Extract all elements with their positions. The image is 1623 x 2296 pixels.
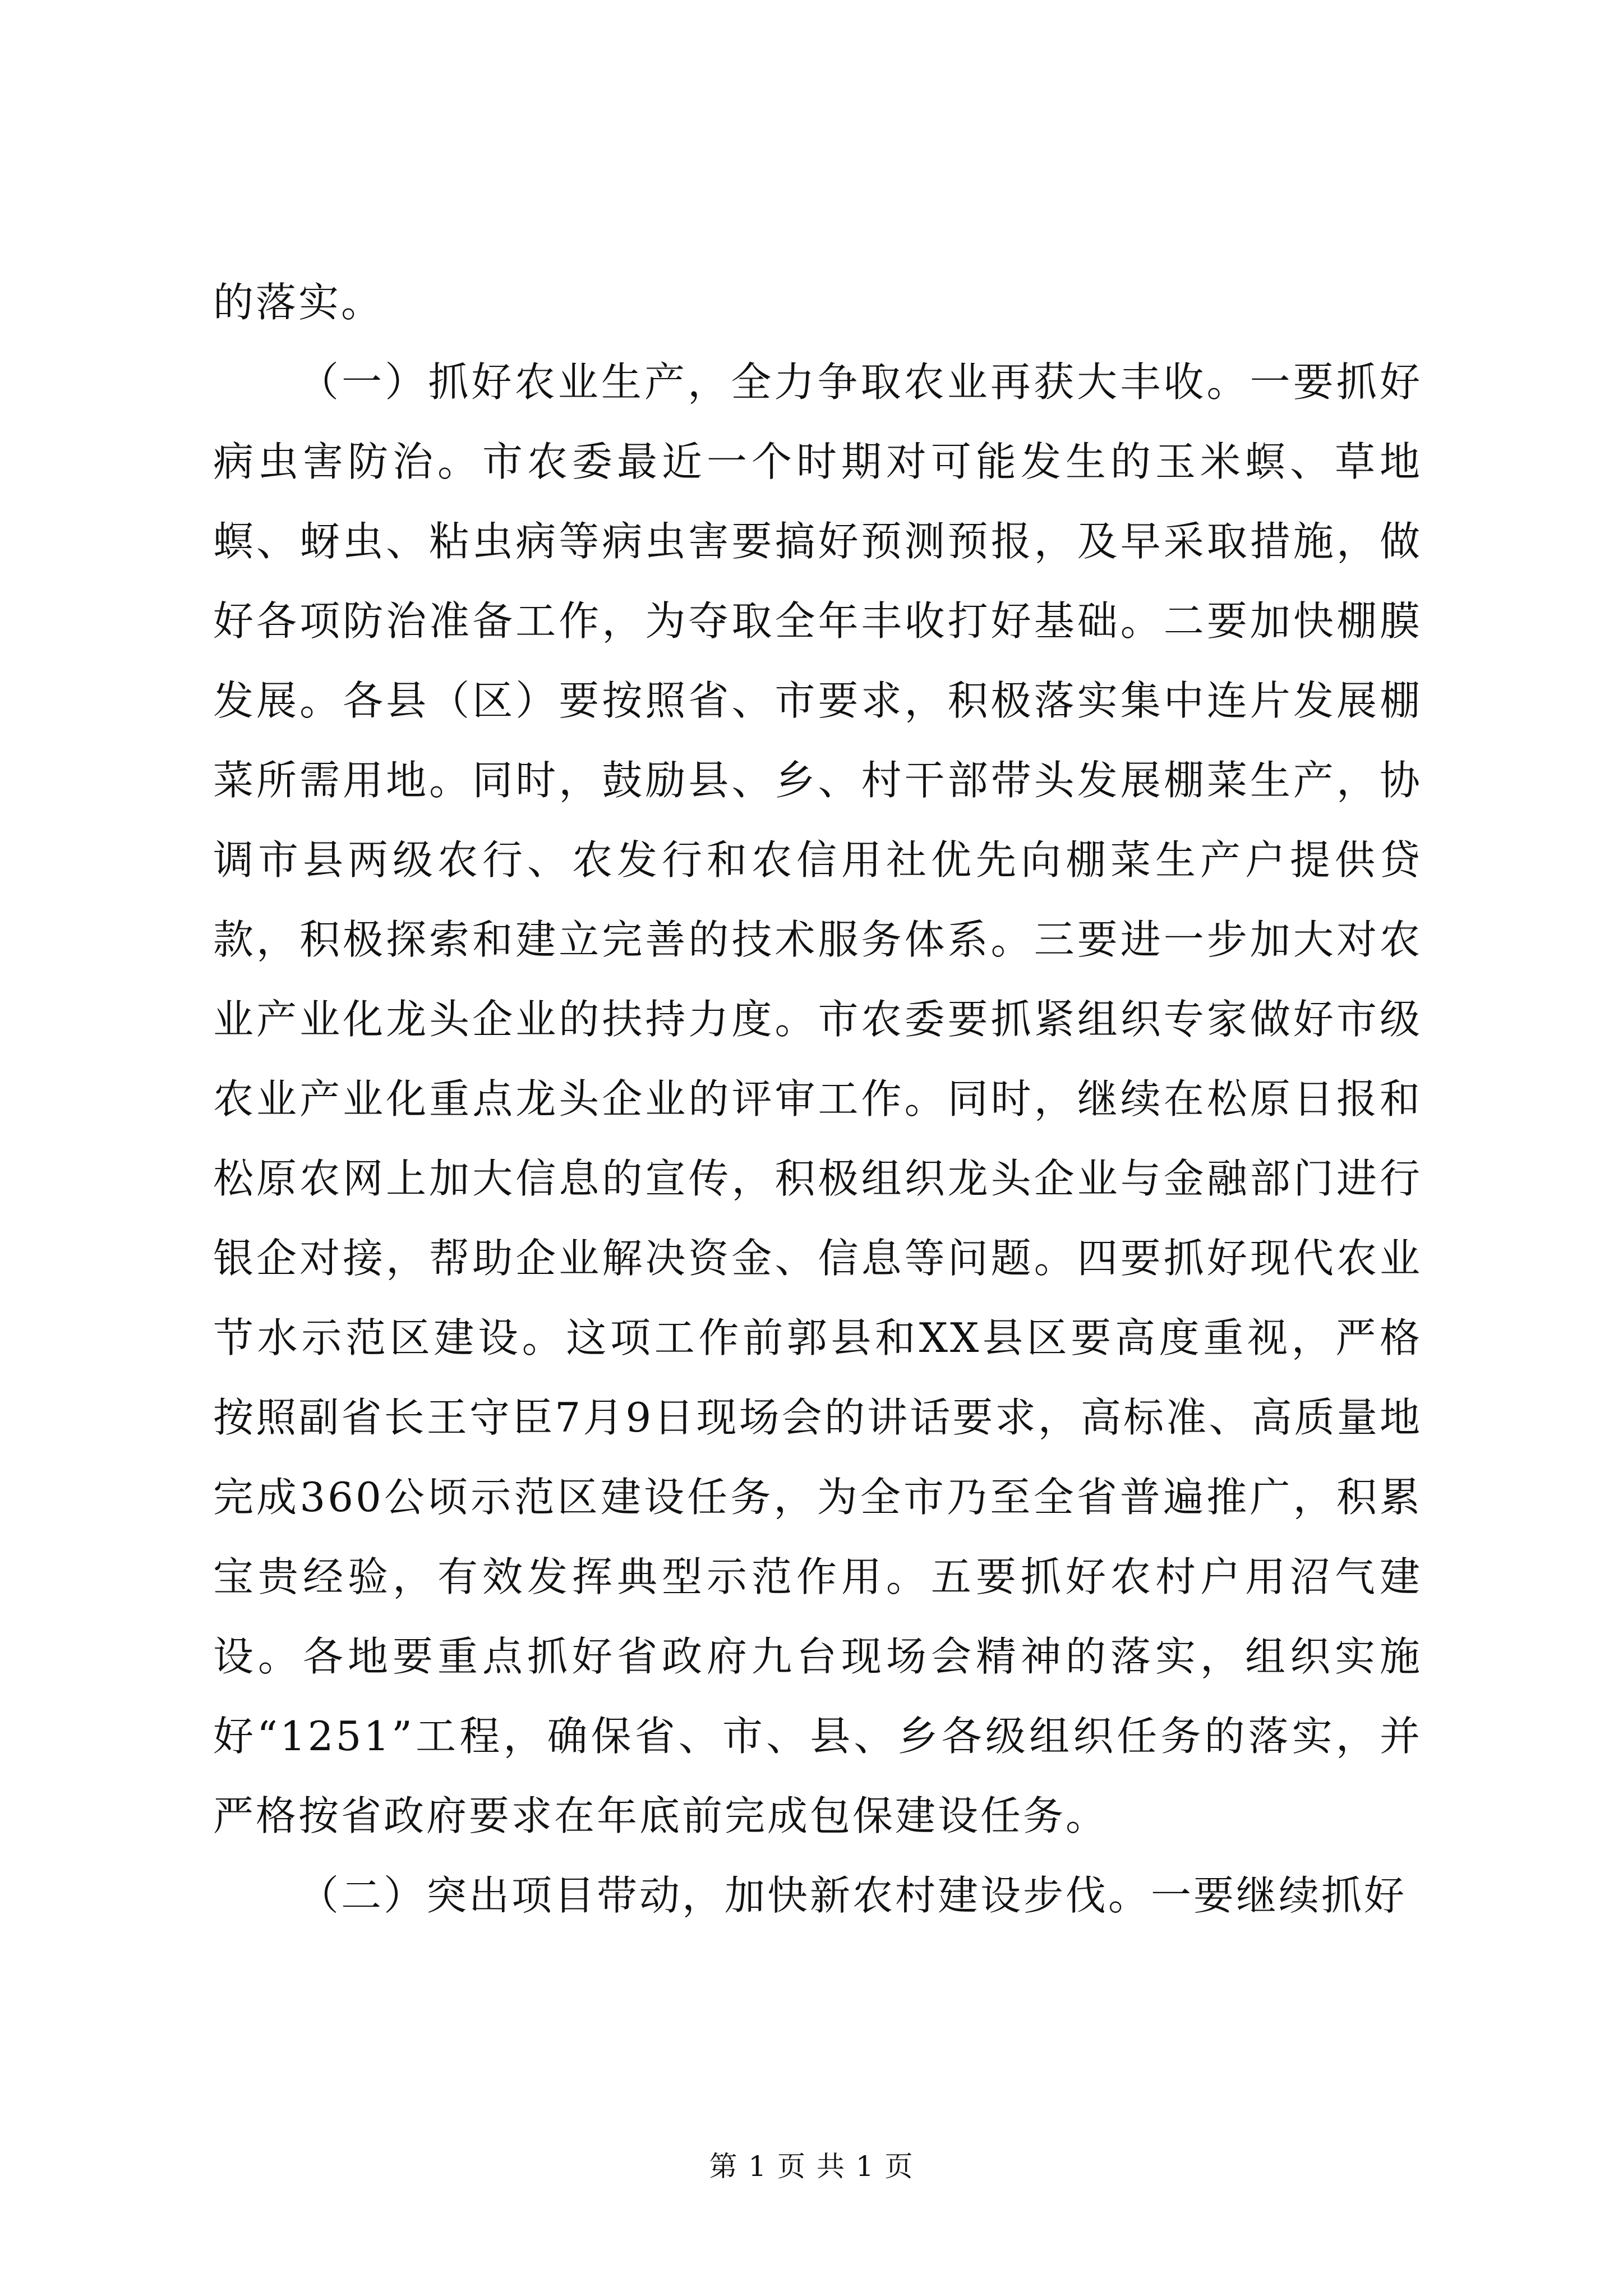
paragraph-section-two: （二）突出项目带动，加快新农村建设步伐。一要继续抓好 <box>298 1872 1407 1919</box>
page-footer: 第 1 页 共 1 页 <box>709 2150 914 2183</box>
paragraph-section-one: （一）抓好农业生产，全力争取农业再获大丰收。一要抓好病虫害防治。市农委最近一个时期对可能发生的玉米螟、草地螟、蚜虫、粘虫病等病虫害要搞好预测预报，及早采取措施，做好各项防治准备工作，为夺取全年丰收打好基础。二要加快棚膜发展。各县（区）要按照省、市要求，积极落实集中连片发展棚菜所需用地。同时，鼓励县、乡、村干部带头发展棚菜生产，协调市县两级农行、农发行和农信用社优先向棚菜生产户提供贷款，积极探索和建立完善的技术服务体系。三要进一步加大对农业产业化龙头企业的扶持力度。市农委要抓紧组织专家做好市级农业产业化重点龙头企业的评审工作。同时，继续在松原日报和松原农网上加大信息的宣传，积极组织龙头企业与金融部门进行银企对接，帮助企业解决资金、信息等问题。四要抓好现代农业节水示范区建设。这项工作前郭县和XX县区要高度重视，严格按照副省长王守臣7月9日现场会的讲话要求，高标准、高质量地完成360公顷示范区建设任务，为全市乃至全省普遍推广，积累宝贵经验，有效发挥典型示范作用。五要抓好农村户用沼气建设。各地要重点抓好省政府九台现场会精神的落实，组织实施好“1251”工程，确保省、市、县、乡各级组织任务的落实，并严格按省政府要求在年底前完成包保建设任务。 <box>213 358 1422 1839</box>
paragraph-continuation: 的落实。 <box>213 279 384 326</box>
document-body <box>213 263 1422 1935</box>
